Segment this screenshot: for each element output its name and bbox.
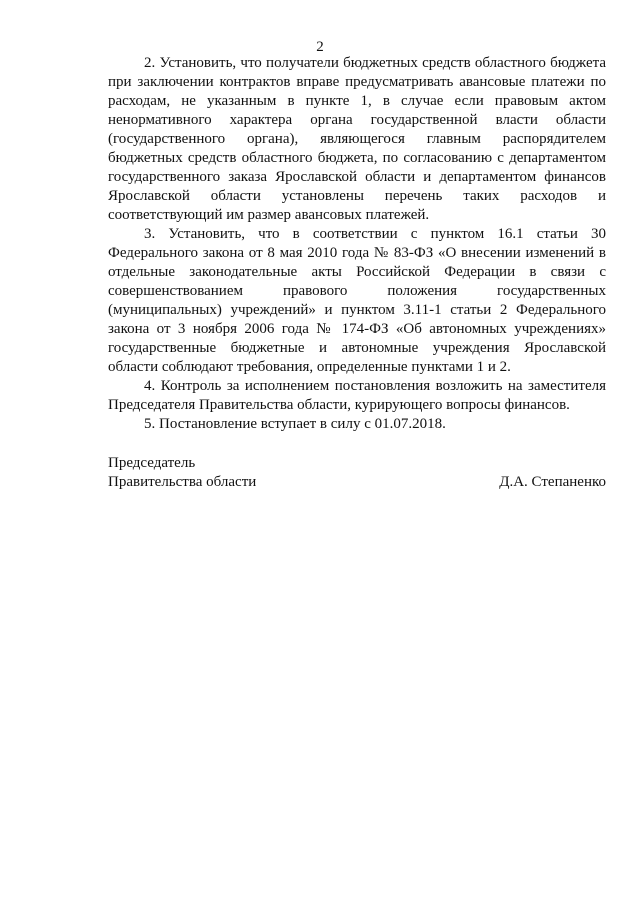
paragraph-2: 2. Установить, что получатели бюджетных средств областного бюджета при заключении контрактов вправе предусматривать авансовые платежи по расходам, не указанным в пункте 1, в случае если правовым актом ненормативного характера органа государственной власти области (государственного органа), являющегося главным распорядителем бюджетных средств областного бюджета, по согласованию с департаментом государственного заказа Ярославской области и департаментом финансов Ярославской области установлены перечень таких расходов и соответствующий им размер авансовых платежей. xyxy=(108,55,606,223)
signatory-name: Д.А. Степаненко xyxy=(499,474,606,490)
signature-row xyxy=(108,473,606,492)
signatory-title-line2: Правительства области xyxy=(108,474,257,490)
signatory-title-line1: Председатель xyxy=(108,455,196,471)
paragraph-3: 3. Установить, что в соответствии с пунктом 16.1 статьи 30 Федерального закона от 8 мая 2010 года № 83-ФЗ «О внесении изменений в отдельные законодательные акты Российской Федерации в связи с совершенствованием правового положения государственных (муниципальных) учреждений» и пунктом 3.11-1 статьи 2 Федерального закона от 3 ноября 2006 года № 174-ФЗ «Об автономных учреждениях» государственные бюджетные и автономные учреждения Ярославской области соблюдают требования, определенные пунктами 1 и 2. xyxy=(108,226,606,375)
paragraph-5: 5. Постановление вступает в силу с 01.07.2018. xyxy=(144,416,446,432)
document-body xyxy=(108,54,606,434)
page-number: 2 xyxy=(316,39,324,55)
paragraph-4: 4. Контроль за исполнением постановления возложить на заместителя Председателя Правительства области, курирующего вопросы финансов. xyxy=(108,378,606,413)
signature-block xyxy=(108,454,606,492)
